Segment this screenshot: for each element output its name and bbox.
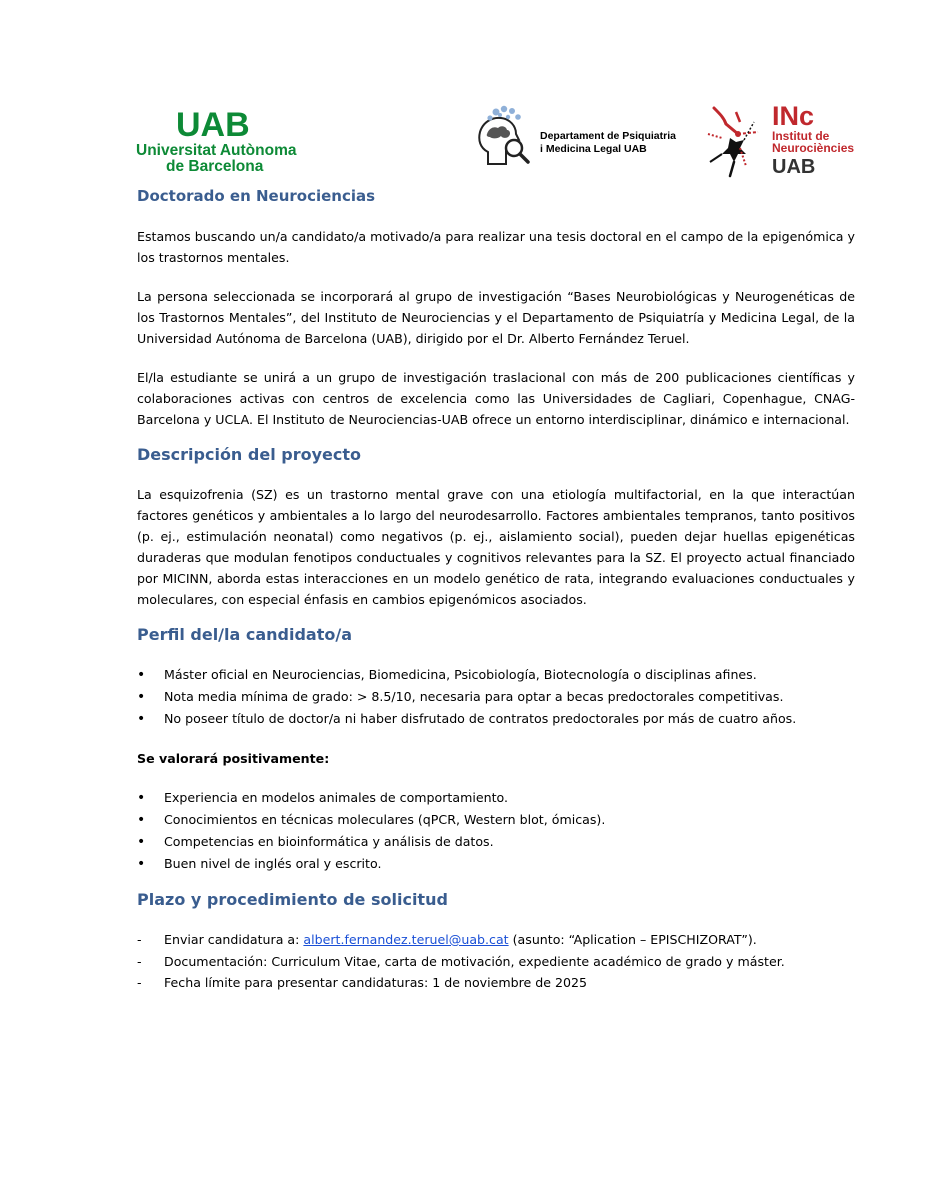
requirements-list: [137, 664, 855, 730]
institute-logo-line1: Institut de: [772, 129, 830, 143]
list-item: • Máster oficial en Neurociencias, Biomedicina, Psicobiología, Biotecnología o disciplinas afines.: [137, 664, 855, 686]
institute-logo: [700, 101, 860, 180]
intro-paragraph-1: Estamos buscando un/a candidato/a motivado/a para realizar una tesis doctoral en el campo de la epigenómica y los trastornos mentales.: [137, 229, 855, 265]
department-logo-line1: Departament de Psiquiatria: [540, 130, 676, 142]
head-magnifier-icon: [474, 104, 538, 170]
list-item: • Nota media mínima de grado: > 8.5/10, necesaria para optar a becas predoctorales competitivas.: [137, 686, 855, 708]
intro-paragraph-3: El/la estudiante se unirá a un grupo de investigación traslacional con más de 200 publicaciones científicas y colaboraciones activas con centros de excelencia como las Universidades de Cagliari, Copenhague, CNAG-Barcelona y UCLA. El Instituto de Neurociencias-UAB ofrece un entorno interdisciplinar, dinámico e internacional.: [137, 370, 855, 427]
department-logo: [474, 104, 694, 170]
list-item: [137, 929, 855, 951]
neuron-icon: [700, 104, 772, 180]
send-suffix: (asunto: “Aplication – EPISCHIZORAT”).: [508, 932, 757, 947]
valued-heading: Se valorará positivamente:: [137, 751, 330, 766]
profile-heading: Perfil del/la candidato/a: [137, 625, 353, 644]
list-item: - Documentación: Curriculum Vitae, carta de motivación, expediente académico de grado y máster.: [137, 951, 855, 973]
uab-logo-line2: de Barcelona: [166, 158, 264, 175]
valued-list: [137, 787, 855, 875]
email-link[interactable]: albert.fernandez.teruel@uab.cat: [303, 932, 509, 947]
document-body: [137, 186, 855, 994]
send-prefix: Enviar candidatura a:: [164, 932, 304, 947]
page-title: Doctorado en Neurociencias: [137, 187, 376, 205]
institute-logo-line3: UAB: [772, 156, 816, 178]
list-item: • Competencias en bioinformática y análisis de datos.: [137, 831, 855, 853]
list-item: • Experiencia en modelos animales de comportamiento.: [137, 787, 855, 809]
uab-logo-acronym: UAB: [176, 106, 250, 144]
project-heading: Descripción del proyecto: [137, 445, 361, 464]
intro-paragraph-2: La persona seleccionada se incorporará al grupo de investigación “Bases Neurobiológicas y Neurogenéticas de los Trastornos Mentales”, del Instituto de Neurociencias y el Departamento de Psiquiatría y Medicina Legal, de la Universidad Autónoma de Barcelona (UAB), dirigido por el Dr. Alberto Fernández Teruel.: [137, 289, 855, 346]
institute-logo-line2: Neurociències: [772, 141, 855, 155]
institute-logo-acronym: INc: [772, 101, 815, 131]
uab-logo: [136, 106, 306, 175]
list-item: • Conocimientos en técnicas moleculares (qPCR, Western blot, ómicas).: [137, 809, 855, 831]
department-logo-line2: i Medicina Legal UAB: [540, 143, 647, 155]
department-logo-text: [540, 130, 676, 156]
procedure-heading: Plazo y procedimiento de solicitud: [137, 890, 448, 909]
procedure-list: [137, 929, 855, 994]
project-description: La esquizofrenia (SZ) es un trastorno mental grave con una etiología multifactorial, en la que interactúan factores genéticos y ambientales a lo largo del neurodesarrollo. Factores ambientales tempranos, tanto positivos (p. ej., estimulación neonatal) como negativos (p. ej., aislamiento social), pueden dejar huellas epigenéticas duraderas que modulan fenotipos conductuales y cognitivos relevantes para la SZ. El proyecto actual financiado por MICINN, aborda estas interacciones en un modelo genético de rata, integrando evaluaciones conductuales y moleculares, con especial énfasis en cambios epigenómicos asociados.: [137, 487, 855, 607]
uab-logo-line1: Universitat Autònoma: [136, 142, 297, 159]
list-item: • Buen nivel de inglés oral y escrito.: [137, 853, 855, 875]
list-item: - Fecha límite para presentar candidaturas: 1 de noviembre de 2025: [137, 972, 855, 994]
list-item: • No poseer título de doctor/a ni haber disfrutado de contratos predoctorales por más de cuatro años.: [137, 708, 855, 730]
